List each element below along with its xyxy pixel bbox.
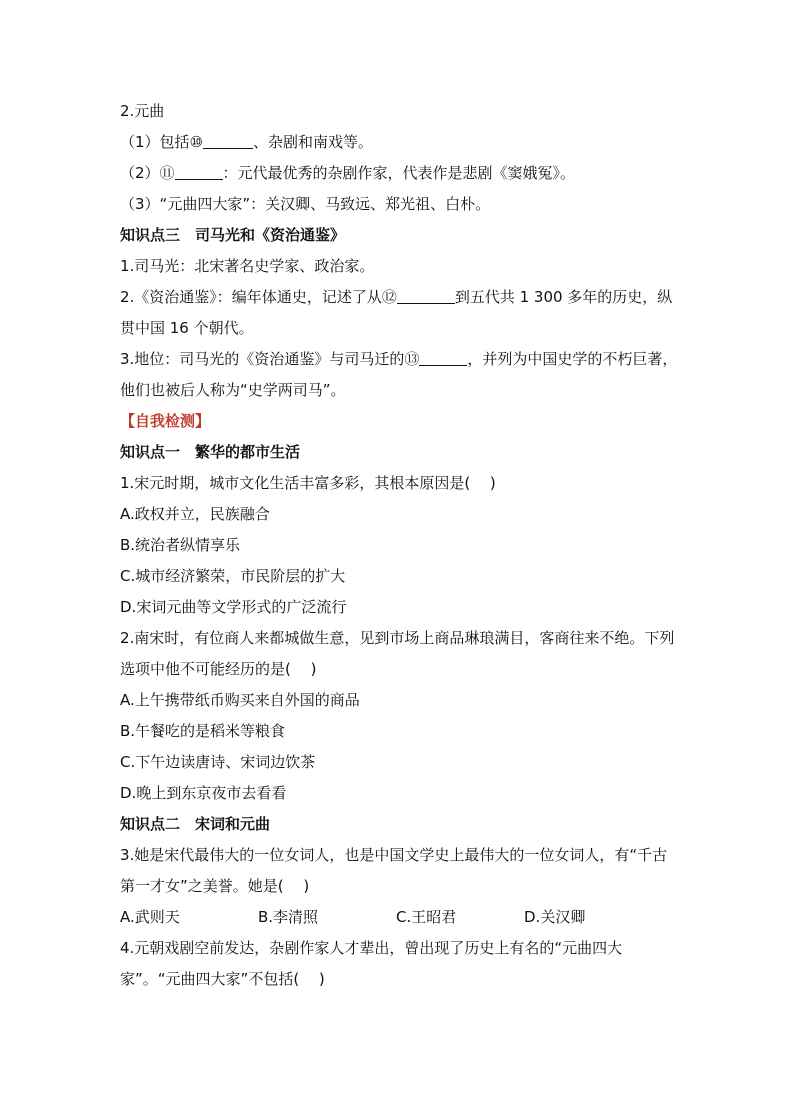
section-two-heading: 知识点二 宋词和元曲 xyxy=(120,815,271,833)
question-2-option-d: D.晚上到东京夜市去看看 xyxy=(120,784,287,802)
question-1-stem: 1.宋元时期，城市文化生活丰富多彩，其根本原因是( ) xyxy=(120,474,496,492)
question-3-option-d: D.关汉卿 xyxy=(524,908,586,926)
yuanqu-item-2 xyxy=(120,158,680,189)
question-2-option-b: B.午餐吃的是稻米等粮食 xyxy=(120,722,286,740)
question-3-stem: 3.她是宋代最伟大的一位女词人，也是中国文学史上最伟大的一位女词人，有“千古第一才女”之美誉。她是( ) xyxy=(120,846,668,895)
question-2-stem: 2.南宋时，有位商人来都城做生意，见到市场上商品琳琅满目，客商往来不绝。下列选项中他不可能经历的是( ) xyxy=(120,629,675,678)
sima-guang-point-2-rest: 到五代共 1 300 多年的历史，纵贯中国 16 个朝代。 xyxy=(120,288,673,337)
fill-blank-13 xyxy=(419,349,467,366)
question-2-option-c: C.下午边读唐诗、宋词边饮茶 xyxy=(120,753,316,771)
question-1-option-a: A.政权并立，民族融合 xyxy=(120,505,270,523)
question-1-option-d: D.宋词元曲等文学形式的广泛流行 xyxy=(120,598,347,616)
yuanqu-item-2-rest: ：元代最优秀的杂剧作家，代表作是悲剧《窦娥冤》。 xyxy=(222,164,576,182)
question-1-option-c: C.城市经济繁荣，市民阶层的扩大 xyxy=(120,567,346,585)
question-3-option-a: A.武则天 xyxy=(120,908,180,926)
yuanqu-item-1 xyxy=(120,127,680,158)
sima-guang-point-2-text: 2.《资治通鉴》：编年体通史，记述了从⑫ xyxy=(120,288,397,306)
question-1-option-b: B.统治者纵情享乐 xyxy=(120,536,241,554)
sima-guang-point-3-text: 3.地位：司马光的《资治通鉴》与司马迁的⑬ xyxy=(120,350,420,368)
section-one-heading: 知识点一 繁华的都市生活 xyxy=(120,443,301,461)
fill-blank-11 xyxy=(175,163,223,180)
question-3-option-c: C.王昭君 xyxy=(396,908,457,926)
question-3-options xyxy=(120,902,680,933)
yuanqu-item-2-text: （2）⑪ xyxy=(120,164,175,182)
question-2-option-a: A.上午携带纸币购买来自外国的商品 xyxy=(120,691,360,709)
sima-guang-point-3-rest: ，并列为中国史学的不朽巨著，他们也被后人称为“史学两司马”。 xyxy=(120,350,678,399)
fill-blank-12 xyxy=(397,287,455,304)
question-4-stem: 4.元朝戏剧空前发达，杂剧作家人才辈出，曾出现了历史上有名的“元曲四大家”。“元曲四大家”不包括( ) xyxy=(120,939,623,988)
document-content xyxy=(120,96,680,995)
fill-blank-10 xyxy=(203,132,253,149)
section-three-heading: 知识点三 司马光和《资治通鉴》 xyxy=(120,226,346,244)
yuanqu-heading: 2.元曲 xyxy=(120,102,165,120)
yuanqu-item-1-text: （1）包括⑩ xyxy=(120,133,203,151)
sima-guang-point-1: 1.司马光：北宋著名史学家、政治家。 xyxy=(120,257,375,275)
question-3-option-b: B.李清照 xyxy=(258,908,319,926)
yuanqu-item-3: （3）“元曲四大家”：关汉卿、马致远、郑光祖、白朴。 xyxy=(120,195,491,213)
yuanqu-item-1-rest: 、杂剧和南戏等。 xyxy=(253,133,374,151)
self-check-label: 【自我检测】 xyxy=(120,412,211,430)
sima-guang-point-2 xyxy=(120,282,680,344)
sima-guang-point-3 xyxy=(120,344,680,406)
